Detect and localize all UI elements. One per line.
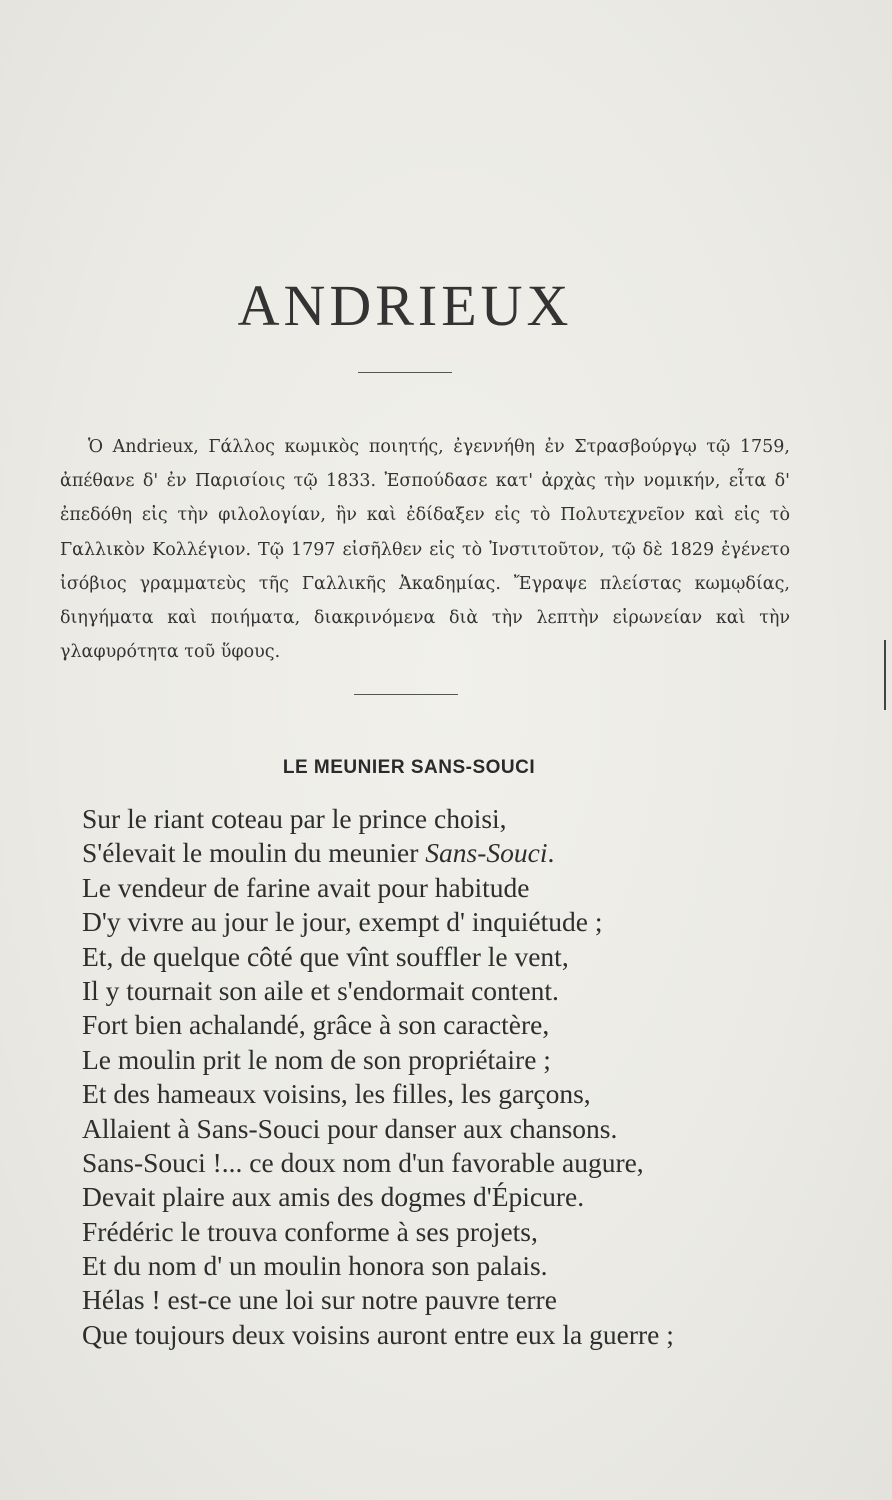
verse-line: Fort bien achalandé, grâce à son caractère, — [82, 1009, 550, 1041]
verse-line: Et du nom d' un moulin honora son palais. — [82, 1250, 548, 1282]
verse-italic-name: Sans-Souci — [425, 837, 548, 869]
page-edge-mark — [884, 640, 886, 710]
verse-line: Et, de quelque côté que vînt souffler le vent, — [82, 940, 569, 972]
verse-punctuation: . — [547, 837, 555, 869]
verse-line: Il y tournait son aile et s'endormait content. — [82, 974, 559, 1006]
verse-line: Hélas ! est-ce une loi sur notre pauvre terre — [82, 1284, 557, 1316]
title-divider — [358, 372, 452, 373]
poem-verses — [82, 802, 794, 1352]
verse-line: Devait plaire aux amis des dogmes d'Épicure. — [82, 1181, 585, 1213]
verse-line: Le moulin prit le nom de son propriétaire ; — [82, 1043, 551, 1075]
verse-text: S'élevait le moulin du meunier — [82, 837, 426, 869]
verse-line: Que toujours deux voisins auront entre eux la guerre ; — [82, 1318, 674, 1350]
verse-line: Frédéric le trouva conforme à ses projets, — [82, 1215, 538, 1247]
section-divider — [354, 694, 458, 695]
poem-title: LE MEUNIER SANS-SOUCI — [282, 757, 536, 778]
verse-line: Sur le riant coteau par le prince choisi, — [82, 803, 507, 834]
verse-line — [82, 836, 794, 870]
verse-line: Et des hameaux voisins, les filles, les garçons, — [82, 1078, 591, 1110]
verse-line: Sans-Souci !... ce doux nom d'un favorable augure, — [82, 1146, 644, 1178]
verse-line: Allaient à Sans-Souci pour danser aux chansons. — [82, 1112, 618, 1144]
biography-paragraph: Ὁ Andrieux, Γάλλος κωμικὸς ποιητής, ἐγεννήθη ἐν Στρασβούργῳ τῷ 1759, ἀπέθανε δ' ἐν Παρισίοις τῷ 1833. Ἐσπούδασε κατ' ἀρχὰς τὴν νομικήν, εἶτα δ' ἐπεδόθη εἰς τὴν φιλολογίαν, ἣν καὶ ἐδίδαξεν εἰς τὸ Πολυτεχνεῖον καὶ εἰς τὸ Γαλλικὸν Κολλέγιον. Τῷ 1797 εἰσῆλθεν εἰς τὸ Ἰνστιτοῦτον, τῷ δὲ 1829 ἐγένετο ἰσόβιος γραμματεὺς τῆς Γαλλικῆς Ἀκαδημίας. Ἔγραψε πλείστας κωμῳδίας, διηγήματα καὶ ποιήματα, διακρινόμενα διὰ τὴν λεπτὴν εἰρωνείαν καὶ τὴν γλαφυρότητα τοῦ ὕφους. — [60, 437, 790, 663]
verse-line: Le vendeur de farine avait pour habitude — [82, 871, 530, 903]
page-title: ANDRIEUX — [237, 273, 573, 338]
verse-line: D'y vivre au jour le jour, exempt d' inquiétude ; — [82, 906, 603, 938]
